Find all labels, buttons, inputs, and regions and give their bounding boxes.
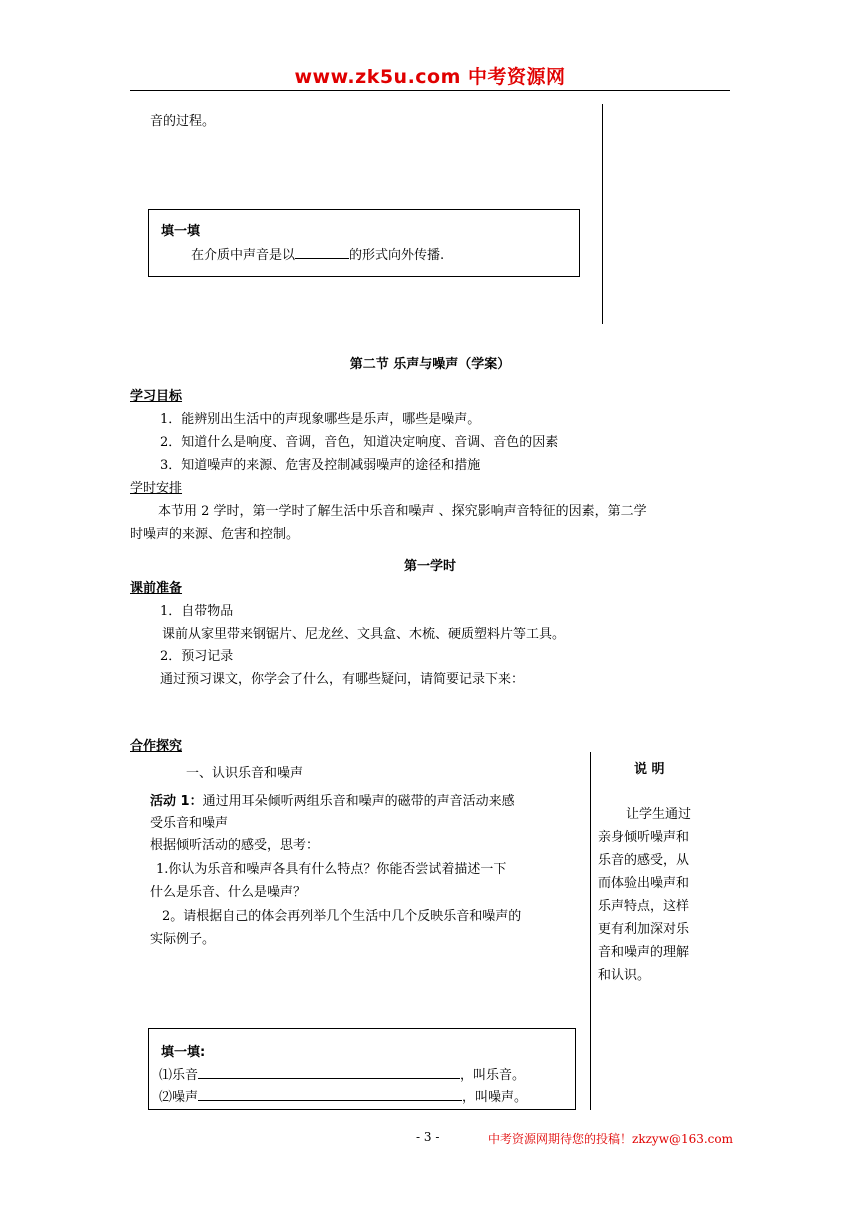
objective-item: 3．知道噪声的来源、危害及控制减弱噪声的途径和措施 <box>160 458 481 473</box>
prep-item-1-text: 课前从家里带来钢锯片、尼龙丝、文具盒、木梳、硬质塑料片等工具。 <box>162 627 566 642</box>
activity-line-2: 受乐音和噪声 <box>150 816 229 831</box>
continuation-text: 音的过程。 <box>150 114 216 129</box>
fill-in-box-2 <box>148 1028 576 1110</box>
fill-in-title: 填一填 <box>161 224 201 239</box>
notes-line: 乐音的感受，从 <box>598 853 690 868</box>
schedule-heading: 学时安排 <box>130 481 183 496</box>
schedule-line-1: 本节用 2 学时，第一学时了解生活中乐音和噪声 、探究影响声音特征的因素，第二学 <box>158 504 647 519</box>
notes-heading: 说 明 <box>634 762 665 777</box>
column-divider-bottom <box>590 752 591 1110</box>
notes-line: 和认识。 <box>598 968 651 983</box>
fill-in-title: 填一填: <box>161 1045 206 1060</box>
prep-item-1: 1．自带物品 <box>160 604 234 619</box>
fill-in-blank[interactable] <box>198 1066 460 1079</box>
activity-line-1 <box>150 790 515 809</box>
fill-in-noise-line <box>159 1086 527 1105</box>
notes-line: 让学生通过 <box>626 807 692 822</box>
explore-heading: 合作探究 <box>130 739 183 754</box>
question-1-line-1: 1.你认为乐音和噪声各具有什么特点？你能否尝试着描述一下 <box>156 862 507 877</box>
prep-heading: 课前准备 <box>130 581 183 596</box>
fill-in-music-prefix: ⑴乐音 <box>159 1068 199 1083</box>
schedule-line-2: 时噪声的来源、危害和控制。 <box>130 527 300 542</box>
fill-in-music-line <box>159 1064 525 1083</box>
fill-in-text-before: 在介质中声音是以 <box>191 248 296 263</box>
section-title: 第二节 乐声与噪声（学案） <box>349 357 511 372</box>
objective-item: 1．能辨别出生活中的声现象哪些是乐声，哪些是噪声。 <box>160 412 481 427</box>
think-prompt: 根据倾听活动的感受，思考： <box>150 838 320 853</box>
subsection-title: 一、认识乐音和噪声 <box>186 766 304 781</box>
fill-in-blank[interactable] <box>295 246 349 259</box>
notes-line: 亲身倾听噪声和 <box>598 830 690 845</box>
objectives-heading: 学习目标 <box>130 389 183 404</box>
fill-in-music-suffix: ，叫乐音。 <box>460 1068 526 1083</box>
objective-item: 2．知道什么是响度、音调，音色，知道决定响度、音调、音色的因素 <box>160 435 559 450</box>
fill-in-box-1 <box>148 209 580 277</box>
notes-line: 音和噪声的理解 <box>598 945 690 960</box>
column-divider-top <box>602 104 603 324</box>
notes-line: 乐声特点，这样 <box>598 899 690 914</box>
fill-in-noise-suffix: ，叫噪声。 <box>462 1090 528 1105</box>
notes-line: 而体验出噪声和 <box>598 876 690 891</box>
site-header-title: www.zk5u.com 中考资源网 <box>294 66 566 88</box>
fill-in-text-after: 的形式向外传播. <box>349 248 445 263</box>
notes-line: 更有利加深对乐 <box>598 922 690 937</box>
page-number: - 3 - <box>416 1130 440 1144</box>
prep-item-2-text: 通过预习课文，你学会了什么，有哪些疑问，请简要记录下来： <box>160 672 525 687</box>
activity-label: 活动 1： <box>150 794 203 809</box>
header-divider <box>130 90 730 91</box>
fill-in-sentence <box>191 244 444 263</box>
question-2-line-2: 实际例子。 <box>150 932 216 947</box>
activity-text: 通过用耳朵倾听两组乐音和噪声的磁带的声音活动来感 <box>202 794 515 809</box>
question-1-line-2: 什么是乐音、什么是噪声？ <box>150 885 307 900</box>
footer-contribution: 中考资源网期待您的投稿！zkzyw@163.com <box>488 1132 734 1146</box>
question-2-line-1: 2。请根据自己的体会再列举几个生活中几个反映乐音和噪声的 <box>162 909 522 924</box>
prep-item-2: 2．预习记录 <box>160 649 234 664</box>
fill-in-noise-prefix: ⑵噪声 <box>159 1090 199 1105</box>
fill-in-blank[interactable] <box>198 1088 462 1101</box>
lesson-title: 第一学时 <box>403 559 456 574</box>
